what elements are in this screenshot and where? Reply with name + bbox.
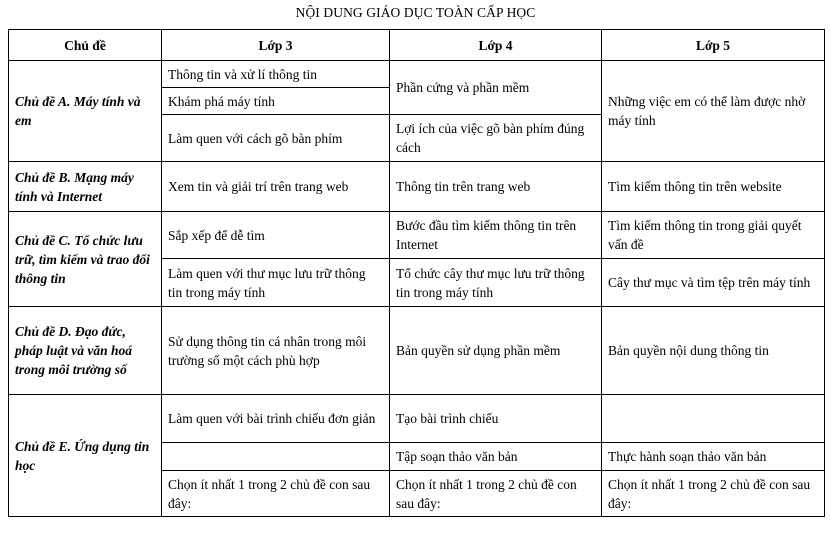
cell-e-grade3-1: Làm quen với bài trình chiếu đơn giản [162, 395, 390, 443]
cell-e-grade4-2: Tập soạn thảo văn bản [390, 443, 602, 471]
cell-c-grade3-1: Sắp xếp để dễ tìm [162, 212, 390, 259]
table-header-row [9, 30, 825, 61]
cell-b-grade5: Tìm kiếm thông tin trên website [602, 162, 825, 212]
cell-d-grade3: Sử dụng thông tin cá nhân trong môi trường số một cách phù hợp [162, 307, 390, 395]
topic-d: Chủ đề D. Đạo đức, pháp luật và văn hoá trong môi trường số [9, 307, 162, 395]
cell-d-grade4: Bản quyền sử dụng phần mềm [390, 307, 602, 395]
cell-e-grade5-1 [602, 395, 825, 443]
cell-a-grade4-1: Phần cứng và phần mềm [390, 61, 602, 115]
table-row [9, 162, 825, 212]
cell-e-grade4-1: Tạo bài trình chiếu [390, 395, 602, 443]
cell-c-grade3-2: Làm quen với thư mục lưu trữ thông tin trong máy tính [162, 259, 390, 307]
header-grade-5: Lớp 5 [602, 30, 825, 61]
cell-a-grade4-2: Lợi ích của việc gõ bàn phím đúng cách [390, 115, 602, 162]
cell-c-grade4-1: Bước đầu tìm kiếm thông tin trên Internet [390, 212, 602, 259]
cell-b-grade3: Xem tin và giải trí trên trang web [162, 162, 390, 212]
cell-b-grade4: Thông tin trên trang web [390, 162, 602, 212]
header-grade-4: Lớp 4 [390, 30, 602, 61]
cell-a-grade3-1: Thông tin và xử lí thông tin [162, 61, 390, 88]
cell-e-grade4-3: Chọn ít nhất 1 trong 2 chủ đề con sau đây: [390, 471, 602, 517]
table-row [9, 61, 825, 88]
topic-a: Chủ đề A. Máy tính và em [9, 61, 162, 162]
cell-e-grade3-2 [162, 443, 390, 471]
table-row [9, 307, 825, 395]
table-row [9, 395, 825, 443]
table-row [9, 212, 825, 259]
topic-c: Chủ đề C. Tổ chức lưu trữ, tìm kiếm và trao đổi thông tin [9, 212, 162, 307]
cell-e-grade5-3: Chọn ít nhất 1 trong 2 chủ đề con sau đây: [602, 471, 825, 517]
curriculum-table [8, 29, 825, 517]
cell-d-grade5: Bản quyền nội dung thông tin [602, 307, 825, 395]
cell-c-grade5-1: Tìm kiếm thông tin trong giải quyết vấn đề [602, 212, 825, 259]
cell-c-grade4-2: Tổ chức cây thư mục lưu trữ thông tin trong máy tính [390, 259, 602, 307]
topic-b: Chủ đề B. Mạng máy tính và Internet [9, 162, 162, 212]
topic-e: Chủ đề E. Ứng dụng tin học [9, 395, 162, 517]
cell-a-grade3-2: Khám phá máy tính [162, 88, 390, 115]
header-topic: Chủ đề [9, 30, 162, 61]
header-grade-3: Lớp 3 [162, 30, 390, 61]
cell-a-grade3-3: Làm quen với cách gõ bàn phím [162, 115, 390, 162]
cell-c-grade5-2: Cây thư mục và tìm tệp trên máy tính [602, 259, 825, 307]
cell-e-grade3-3: Chọn ít nhất 1 trong 2 chủ đề con sau đây: [162, 471, 390, 517]
page-title: NỘI DUNG GIÁO DỤC TOÀN CẤP HỌC [295, 5, 536, 20]
cell-e-grade5-2: Thực hành soạn thảo văn bản [602, 443, 825, 471]
cell-a-grade5: Những việc em có thể làm được nhờ máy tính [602, 61, 825, 162]
